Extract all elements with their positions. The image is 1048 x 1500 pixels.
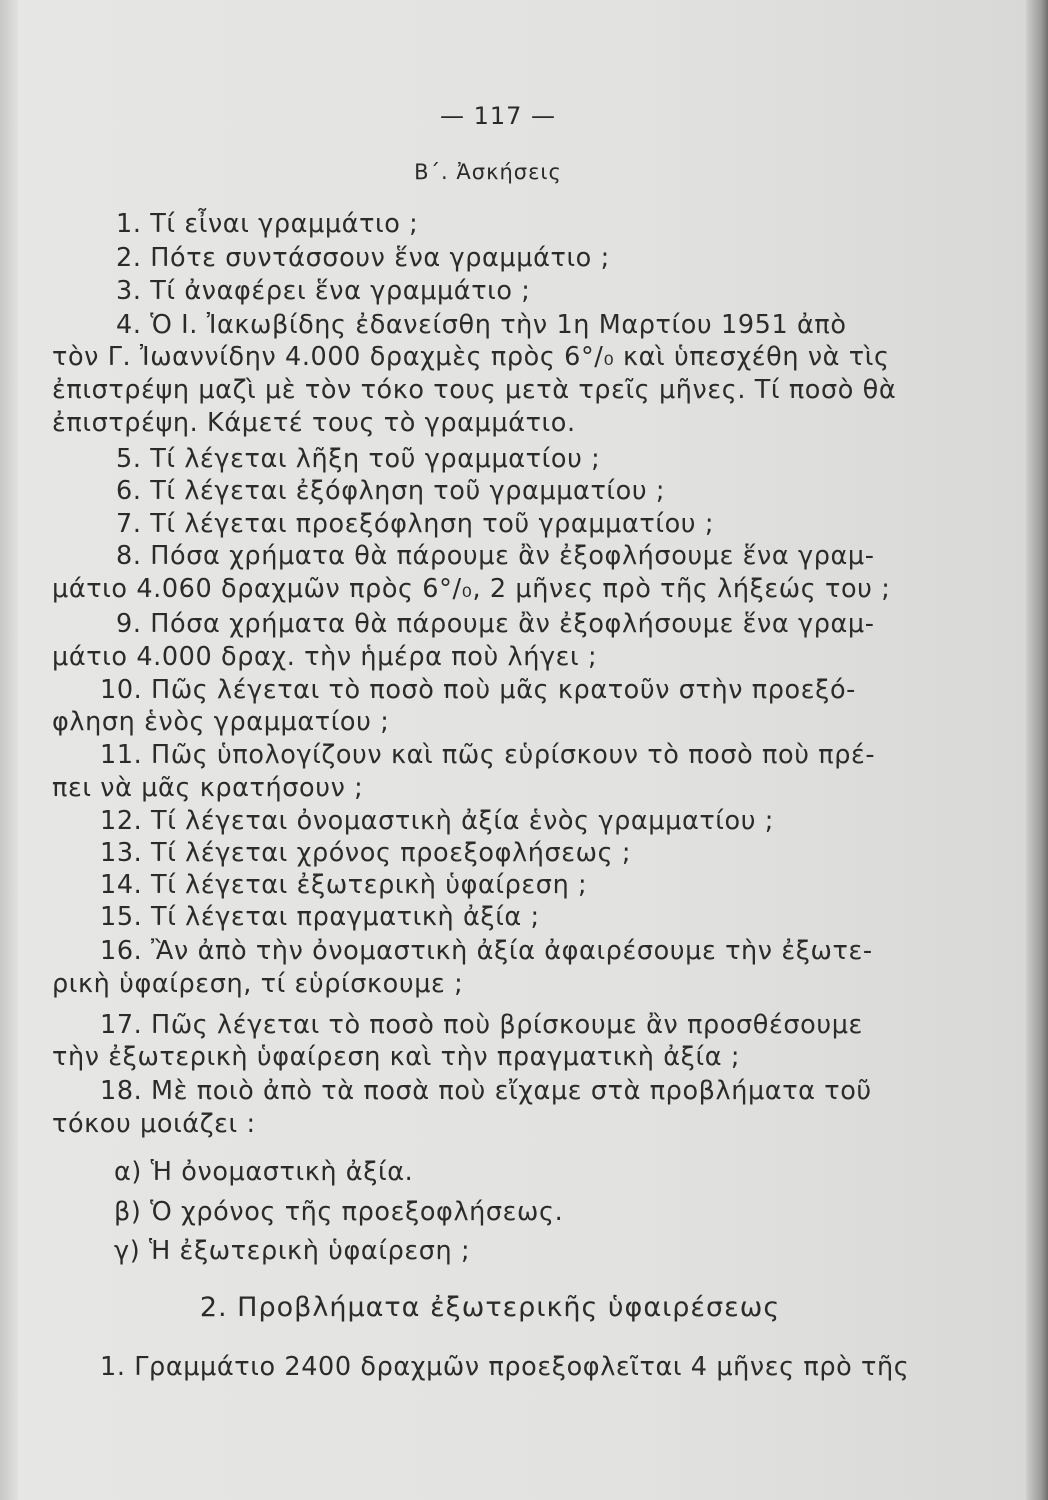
exercise-line: 10. Πῶς λέγεται τὸ ποσὸ ποὺ μᾶς κρατοῦν στὴν προεξό- xyxy=(100,675,856,705)
exercise-line: 11. Πῶς ὑπολογίζουν καὶ πῶς εὑρίσκουν τὸ ποσὸ ποὺ πρέ- xyxy=(100,740,876,770)
exercise-line: 4. Ὁ Ι. Ἰακωβίδης ἐδανείσθη τὴν 1η Μαρτίου 1951 ἀπὸ xyxy=(116,310,847,340)
exercise-line: 9. Πόσα χρήματα θὰ πάρουμε ἂν ἐξοφλήσουμε ἕνα γραμ- xyxy=(116,609,875,639)
exercise-line: τόκου μοιάζει : xyxy=(52,1109,256,1139)
exercise-line: 1. Τί εἶναι γραμμάτιο ; xyxy=(116,209,419,239)
problem-line: 1. Γραμμάτιο 2400 δραχμῶν προεξοφλεῖται 4 μῆνες πρὸ τῆς xyxy=(100,1352,910,1382)
exercise-line: 17. Πῶς λέγεται τὸ ποσὸ ποὺ βρίσκουμε ἂν προσθέσουμε xyxy=(100,1010,863,1040)
exercise-line: μάτιο 4.060 δραχμῶν πρὸς 6°/₀, 2 μῆνες πρὸ τῆς λήξεώς του ; xyxy=(52,574,891,604)
exercise-line: 6. Τί λέγεται ἐξόφληση τοῦ γραμματίου ; xyxy=(116,476,666,506)
section-title: Β΄. Ἀσκήσεις xyxy=(414,160,562,184)
exercise-line: ἐπιστρέψη μαζὶ μὲ τὸν τόκο τους μετὰ τρεῖς μῆνες. Τί ποσὸ θὰ xyxy=(52,375,897,405)
exercise-line: 2. Πότε συντάσσουν ἕνα γραμμάτιο ; xyxy=(116,243,610,273)
exercise-line: πει νὰ μᾶς κρατήσουν ; xyxy=(52,773,364,803)
exercise-line: φληση ἑνὸς γραμματίου ; xyxy=(52,707,390,737)
section-heading: 2. Προβλήματα ἐξωτερικῆς ὑφαιρέσεως xyxy=(199,1292,781,1323)
page-number: — 117 — xyxy=(439,102,557,130)
exercise-line: 12. Τί λέγεται ὀνομαστικὴ ἀξία ἑνὸς γραμματίου ; xyxy=(100,806,774,836)
exercise-line: ρικὴ ὑφαίρεση, τί εὑρίσκουμε ; xyxy=(52,969,464,999)
exercise-line: μάτιο 4.000 δραχ. τὴν ἡμέρα ποὺ λήγει ; xyxy=(52,642,598,672)
option-line: β) Ὁ χρόνος τῆς προεξοφλήσεως. xyxy=(114,1197,564,1227)
option-line: γ) Ἡ ἐξωτερικὴ ὑφαίρεση ; xyxy=(114,1236,471,1266)
exercise-line: 16. Ἂν ἀπὸ τὴν ὀνομαστικὴ ἀξία ἀφαιρέσουμε τὴν ἐξωτε- xyxy=(100,936,873,966)
exercise-line: 18. Μὲ ποιὸ ἀπὸ τὰ ποσὰ ποὺ εἴχαμε στὰ προβλήματα τοῦ xyxy=(100,1076,872,1106)
exercise-line: τὴν ἐξωτερικὴ ὑφαίρεση καὶ τὴν πραγματικὴ ἀξία ; xyxy=(52,1042,741,1072)
exercise-line: ἐπιστρέψη. Κάμετέ τους τὸ γραμμάτιο. xyxy=(52,408,576,438)
exercise-line: τὸν Γ. Ἰωαννίδην 4.000 δραχμὲς πρὸς 6°/₀ καὶ ὑπεσχέθη νὰ τὶς xyxy=(52,342,890,372)
exercise-line: 15. Τί λέγεται πραγματικὴ ἀξία ; xyxy=(100,902,540,932)
option-line: α) Ἡ ὀνομαστικὴ ἀξία. xyxy=(114,1157,414,1187)
exercise-line: 7. Τί λέγεται προεξόφληση τοῦ γραμματίου ; xyxy=(116,509,715,539)
exercise-line: 5. Τί λέγεται λῆξη τοῦ γραμματίου ; xyxy=(116,444,601,474)
exercise-line: 13. Τί λέγεται χρόνος προεξοφλήσεως ; xyxy=(100,838,632,868)
exercise-line: 8. Πόσα χρήματα θὰ πάρουμε ἂν ἐξοφλήσουμε ἕνα γραμ- xyxy=(116,541,875,571)
exercise-line: 14. Τί λέγεται ἐξωτερικὴ ὑφαίρεση ; xyxy=(100,870,588,900)
exercise-line: 3. Τί ἀναφέρει ἕνα γραμμάτιο ; xyxy=(116,276,531,306)
